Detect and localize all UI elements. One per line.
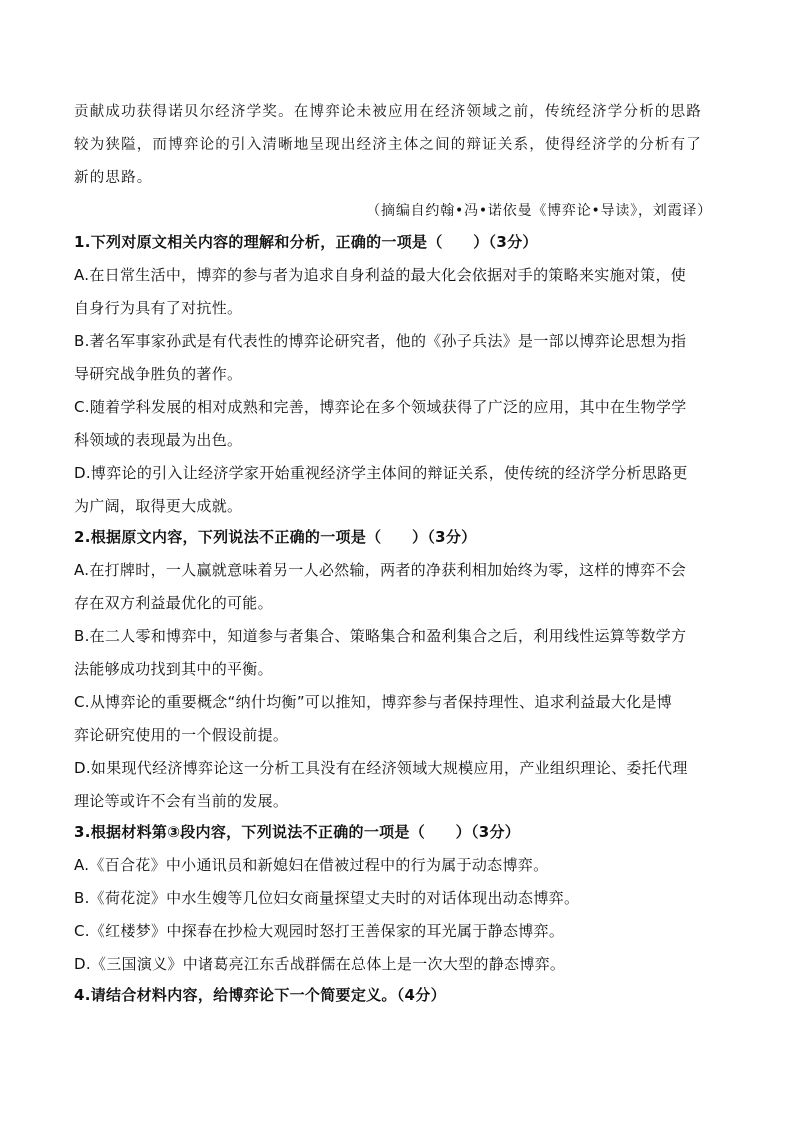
- q3-option-d: D.《三国演义》中诸葛亮江东舌战群儒在总体上是一次大型的静态博弈。: [74, 955, 566, 973]
- q2-option-a-line-2: 存在双方利益最优化的可能。: [74, 594, 273, 612]
- q1-option-b-line-1: B.著名军事家孙武是有代表性的博弈论研究者，他的《孙子兵法》是一部以博弈论思想为指: [74, 332, 687, 350]
- q2-option-b-line-2: 法能够成功找到其中的平衡。: [74, 660, 273, 678]
- q2-option-c-line-1: C.从博弈论的重要概念“纳什均衡”可以推知，博弈参与者保持理性、追求利益最大化是博: [74, 693, 673, 711]
- q1-option-c-line-2: 科领域的表现最为出色。: [74, 431, 243, 449]
- q2-option-b-line-1: B.在二人零和博弈中，知道参与者集合、策略集合和盈利集合之后，利用线性运算等数学方: [74, 627, 687, 645]
- source-citation: （摘编自约翰•冯•诺依曼《博弈论•导读》，刘霞译）: [366, 203, 712, 219]
- q3-option-c: C.《红楼梦》中探春在抄检大观园时怒打王善保家的耳光属于静态博弈。: [74, 922, 565, 940]
- q1-option-d-line-2: 为广阔，取得更大成就。: [74, 497, 243, 515]
- q3-option-b: B.《荷花淀》中水生嫂等几位妇女商量探望丈夫时的对话体现出动态博弈。: [74, 889, 580, 907]
- q1-option-c-line-1: C.随着学科发展的相对成熟和完善，博弈论在多个领域获得了广泛的应用，其中在生物学学: [74, 398, 687, 416]
- q2-option-a-line-1: A.在打牌时，一人赢就意味着另一人必然输，两者的净获利相加始终为零，这样的博弈不会: [74, 561, 687, 579]
- passage-line-3: 新的思路。: [74, 170, 153, 186]
- q1-option-a-line-2: 自身行为具有了对抗性。: [74, 299, 243, 317]
- passage-line-1: 贡献成功获得诺贝尔经济学奖。在博弈论未被应用在经济领域之前，传统经济学分析的思路: [74, 104, 702, 120]
- q2-option-c-line-2: 弈论研究使用的一个假设前提。: [74, 726, 289, 744]
- q2-option-d-line-1: D.如果现代经济博弈论这一分析工具没有在经济领域大规模应用，产业组织理论、委托代理: [74, 759, 688, 777]
- passage-line-2: 较为狭隘，而博弈论的引入清晰地呈现出经济主体之间的辩证关系，使得经济学的分析有了: [74, 137, 702, 153]
- question-4-stem: 4.请结合材料内容，给博弈论下一个简要定义。（4分）: [74, 986, 446, 1004]
- q1-option-b-line-2: 导研究战争胜负的著作。: [74, 365, 243, 383]
- question-3-stem: 3.根据材料第③段内容，下列说法不正确的一项是（ ）（3分）: [74, 823, 521, 841]
- q2-option-d-line-2: 理论等或许不会有当前的发展。: [74, 792, 289, 810]
- question-1-stem: 1.下列对原文相关内容的理解和分析，正确的一项是（ ）（3分）: [74, 233, 538, 251]
- q1-option-a-line-1: A.在日常生活中，博弈的参与者为追求自身利益的最大化会依据对手的策略来实施对策，使: [74, 266, 687, 284]
- q1-option-d-line-1: D.博弈论的引入让经济学家开始重视经济学主体间的辩证关系，使传统的经济学分析思路更: [74, 464, 688, 482]
- question-2-stem: 2.根据原文内容，下列说法不正确的一项是（ ）（3分）: [74, 528, 477, 546]
- q3-option-a: A.《百合花》中小通讯员和新媳妇在借被过程中的行为属于动态博弈。: [74, 856, 549, 874]
